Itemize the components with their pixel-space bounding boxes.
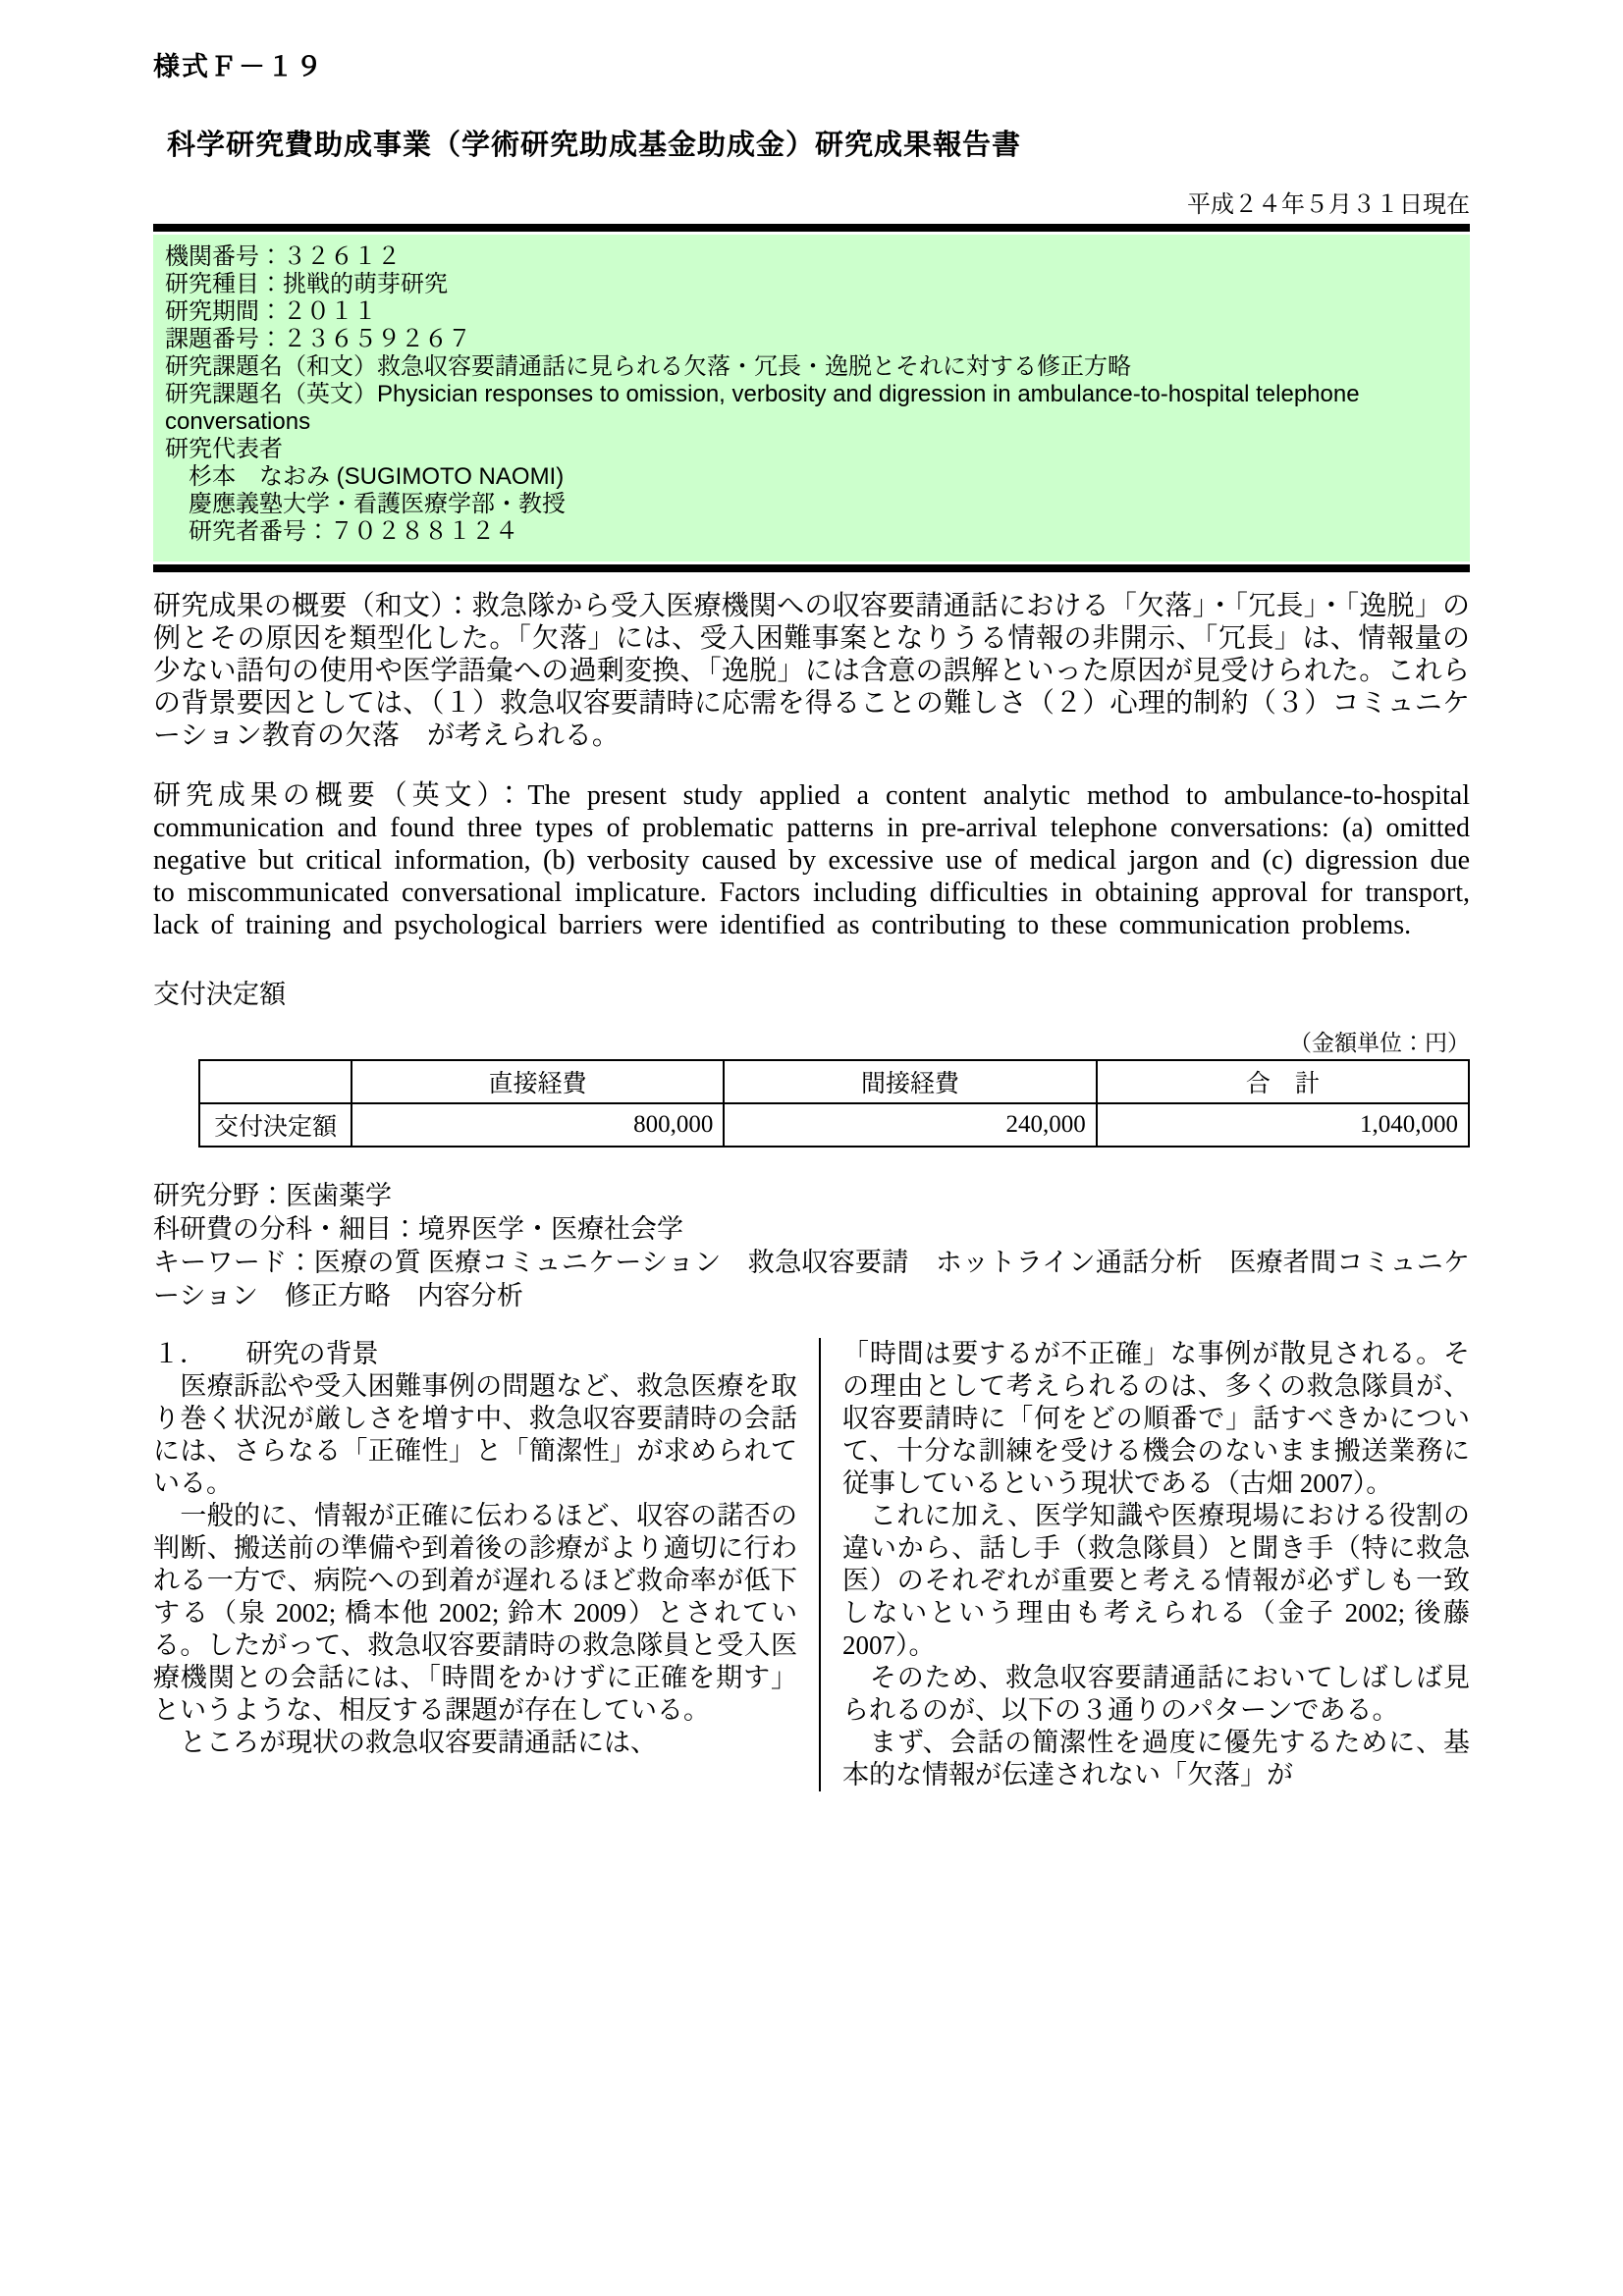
direct-cost-value: 800,000: [352, 1103, 724, 1147]
currency-unit-note: （金額単位：円）: [1289, 1031, 1470, 1055]
report-date: 平成２４年５月３１日現在: [1187, 192, 1470, 218]
divider-bar-top: [153, 224, 1470, 232]
left-column: [153, 1338, 819, 1791]
grant-amount-table: [198, 1059, 1470, 1148]
body-paragraph: 「時間は要するが不正確」な事例が散見される。その理由として考えられるのは、多くの救急隊員が、収容要請時に「何をどの順番で」話すべきかについて、十分な訓練を受ける機会のないまま搬送業務に従事しているという現状である（古畑 2007）。: [842, 1339, 1470, 1498]
abstract-english: 研究成果の概要（英文）：The present study applied a content analytic method to ambulance-to-hospital communication and found three types of problematic patterns in pre-arrival telephone conversations: (a) omitted negative but critical information, (b) verbosity caused by excessive use of medical jargon and (c) digression due to miscommunicated conversational implicature. Factors including difficulties in obtaining approval for transport, lack of training and psychological barriers were identified as contributing to these communication problems.: [153, 780, 1470, 940]
body-columns: [153, 1338, 1470, 1791]
research-category: 研究種目：挑戦的萌芽研究: [165, 271, 448, 297]
section-heading-background: １． 研究の背景: [153, 1339, 379, 1368]
institution-number: 機関番号：３２６１２: [165, 243, 401, 270]
principal-investigator-label: 研究代表者: [165, 436, 283, 462]
header-cell-indirect-cost: 間接経費: [724, 1060, 1096, 1103]
row-label-grant-amount: 交付決定額: [199, 1103, 352, 1147]
divider-bar-bottom: [153, 564, 1470, 572]
project-title-japanese: 研究課題名（和文）救急収容要請通話に見られる欠落・冗長・逸脱とそれに対する修正方略: [165, 353, 1131, 380]
grant-table-header-row: [199, 1060, 1469, 1103]
investigator-number: 研究者番号：７０２８８１２４: [165, 518, 518, 545]
indirect-cost-value: 240,000: [724, 1103, 1096, 1147]
investigator-affiliation: 慶應義塾大学・看護医療学部・教授: [165, 491, 566, 517]
investigator-name: 杉本 なおみ (SUGIMOTO NAOMI): [165, 463, 565, 490]
body-paragraph: 医療訴訟や受入困難事例の問題など、救急医療を取り巻く状況が厳しさを増す中、救急収容要請時の会話には、さらなる「正確性」と「簡潔性」が求められている。: [153, 1371, 797, 1498]
abstract-japanese: 研究成果の概要（和文）：救急隊から受入医療機関への収容要請通話における「欠落」・「冗長」・「逸脱」の例とその原因を類型化した。「欠落」には、受入困難事案となりうる情報の非開示、「冗長」は、情報量の少ない語句の使用や医学語彙への過剰変換、「逸脱」には含意の誤解といった原因が見受けられた。これらの背景要因としては、（１）救急収容要請時に応需を得ることの難しさ（２）心理的制約（３）コミュニケーション教育の欠落 が考えられる。: [153, 591, 1470, 751]
project-number: 課題番号：２３６５９２６７: [165, 326, 471, 352]
body-paragraph: そのため、救急収容要請通話においてしばしば見られるのが、以下の３通りのパターンである。: [842, 1663, 1470, 1725]
total-cost-value: 1,040,000: [1097, 1103, 1469, 1147]
grant-amount-heading: 交付決定額: [153, 980, 286, 1009]
form-number: 様式Ｆ－１９: [153, 52, 324, 81]
section-detail-line: 科研費の分科・細目：境界医学・医療社会学: [153, 1214, 683, 1244]
project-info-box: [153, 235, 1470, 561]
header-cell-direct-cost: 直接経費: [352, 1060, 724, 1103]
body-paragraph: ところが現状の救急収容要請通話には、: [153, 1728, 657, 1757]
header-cell-total: 合 計: [1097, 1060, 1469, 1103]
header-cell-empty: [199, 1060, 352, 1103]
project-title-english: 研究課題名（英文）Physician responses to omission, verbosity and digression in ambulance-to-hospital telephone conversations: [165, 381, 1360, 435]
research-field-line: 研究分野：医歯薬学: [153, 1181, 392, 1210]
body-paragraph: まず、会話の簡潔性を過度に優先するために、基本的な情報が伝達されない「欠落」が: [842, 1728, 1470, 1789]
body-paragraph: これに加え、医学知識や医療現場における役割の違いから、話し手（救急隊員）と聞き手（特に救急医）のそれぞれが重要と考える情報が必ずしも一致しないという理由も考えられる（金子 2002; 後藤 2007）。: [842, 1501, 1470, 1660]
right-column: [821, 1338, 1470, 1791]
meta-block: [153, 1179, 1470, 1312]
grant-table-data-row: [199, 1103, 1469, 1147]
body-paragraph: 一般的に、情報が正確に伝わるほど、収容の諾否の判断、搬送前の準備や到着後の診療がより適切に行われる一方で、病院への到着が遅れるほど救命率が低下する（泉 2002; 橋本他 2002; 鈴木 2009）とされている。したがって、救急収容要請時の救急隊員と受入医療機関との会話には、「時間をかけずに正確を期す」というような、相反する課題が存在している。: [153, 1501, 797, 1725]
document-title: 科学研究費助成事業（学術研究助成基金助成金）研究成果報告書: [167, 130, 1022, 161]
keywords-line: キーワード：医療の質 医療コミュニケーション 救急収容要請 ホットライン通話分析 医療者間コミュニケーション 修正方略 内容分析: [153, 1248, 1470, 1310]
research-period: 研究期間：２０１１: [165, 298, 377, 325]
